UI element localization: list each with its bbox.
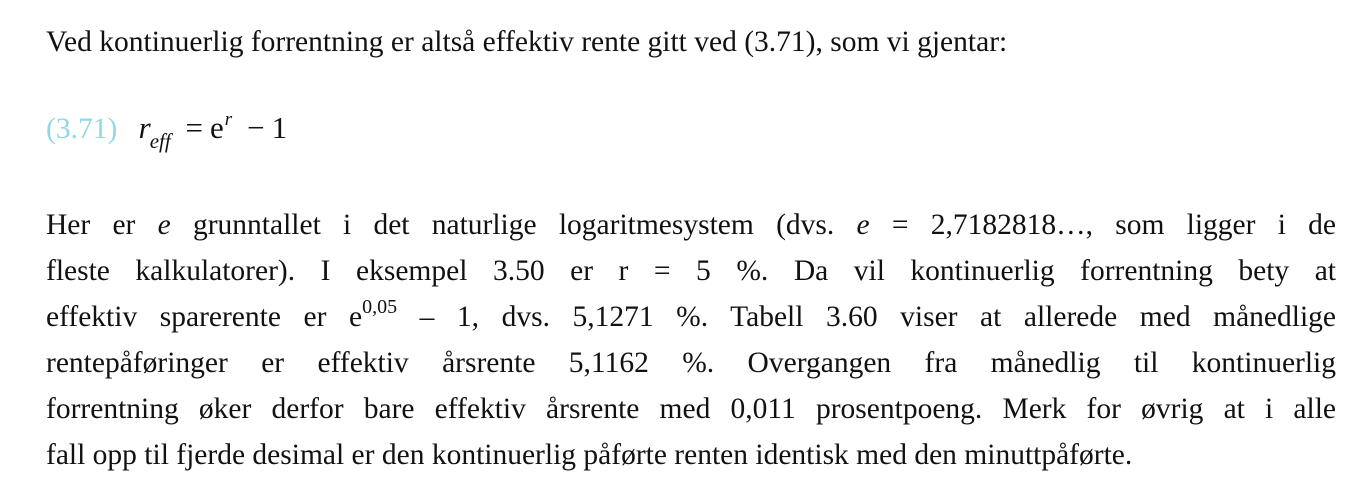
- exponent-superscript: 0,05: [362, 296, 398, 318]
- paragraph-line-5: forrentning øker derfor bare effektiv årsrente med 0,011 prosentpoeng. Merk for øvrig at i alle: [46, 393, 1336, 425]
- math-e: e: [856, 209, 870, 241]
- equation-3-71: [46, 104, 287, 157]
- equation-equals-sign: =: [185, 110, 203, 145]
- equation-number: (3.71): [46, 113, 118, 145]
- paragraph-text: grunntallet i det naturlige logaritmesystem (dvs.: [170, 209, 857, 241]
- paragraph-text: effektiv sparerente er e: [46, 301, 363, 333]
- paragraph-line-2: fleste kalkulatorer). I eksempel 3.50 er r = 5 %. Da vil kontinuerlig forrentning bety at: [46, 255, 1336, 287]
- equation-lhs-subscript: eff: [149, 129, 171, 153]
- equation-exponent: r: [224, 109, 233, 130]
- paragraph-text: Her er: [46, 209, 158, 241]
- paragraph-line-4: rentepåføringer er effektiv årsrente 5,1162 %. Overgangen fra månedlig til kontinuerlig: [46, 347, 1336, 379]
- paragraph-line-3: [46, 294, 1336, 340]
- paragraph-line-1: [46, 202, 1336, 248]
- equation-body: [138, 109, 288, 153]
- math-e: e: [157, 209, 171, 241]
- paragraph-text: – 1, dvs. 5,1271 %. Tabell 3.60 viser at allerede med månedlige: [397, 301, 1336, 333]
- explanation-paragraph: [46, 202, 1336, 478]
- paragraph-text: = 2,7182818…, som ligger i de: [869, 209, 1336, 241]
- equation-minus-sign: −: [247, 110, 265, 145]
- paragraph-line-6: fall opp til fjerde desimal er den kontinuerlig påførte renten identisk med den minuttpåførte.: [46, 439, 1133, 471]
- equation-constant-one: 1: [271, 110, 288, 145]
- intro-sentence: Ved kontinuerlig forrentning er altså effektiv rente gitt ved (3.71), som vi gjentar:: [46, 26, 1008, 58]
- equation-base: e: [209, 110, 224, 145]
- equation-lhs-variable: r: [138, 110, 151, 145]
